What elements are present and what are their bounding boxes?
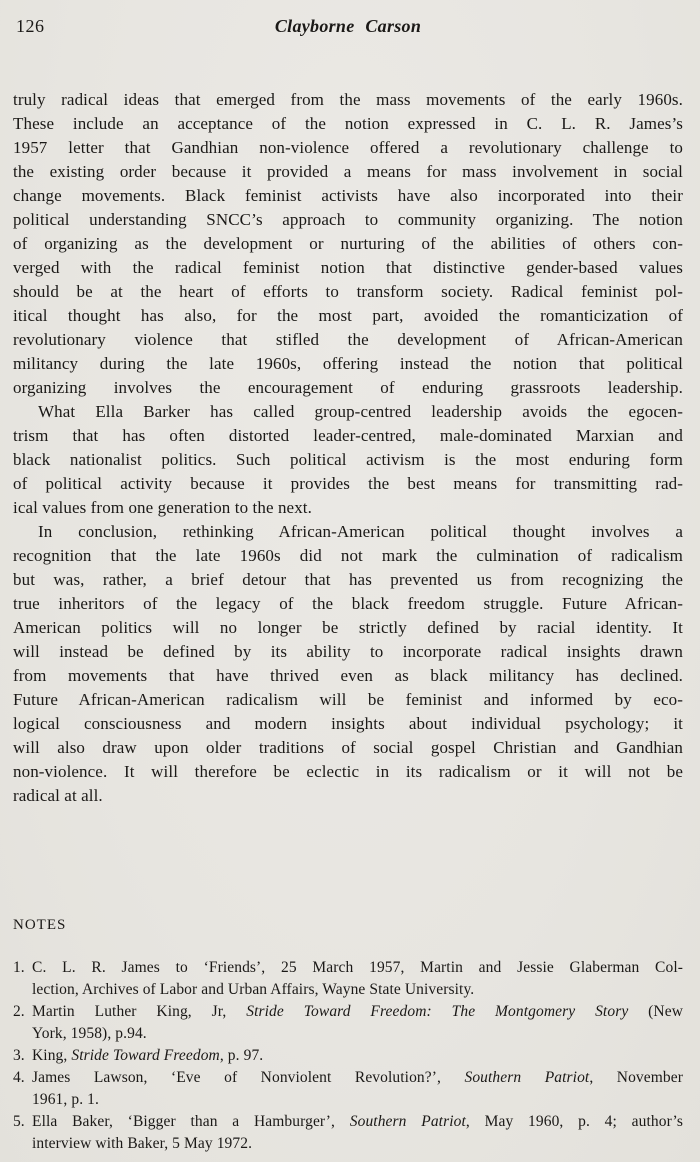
body-line: militancy during the late 1960s, offering instead the notion that political — [13, 354, 683, 373]
body-line: These include an acceptance of the notion expressed in C. L. R. James’s — [13, 114, 683, 133]
body-line: revolutionary violence that stifled the development of African-American — [13, 330, 683, 349]
body-line: verged with the radical feminist notion that distinctive gender-based values — [13, 258, 683, 277]
page-number: 126 — [16, 16, 45, 36]
citation-title: Southern Patriot — [464, 1069, 590, 1086]
note-item — [13, 957, 683, 1001]
body-paragraph — [13, 88, 683, 400]
body-line: should be at the heart of efforts to transform society. Radical feminist pol- — [13, 282, 683, 301]
note-text: James Lawson, ‘Eve of Nonviolent Revolution?’, — [32, 1069, 465, 1086]
note-text: 1961, p. 1. — [32, 1091, 99, 1108]
body-line: will instead be defined by its ability to incorporate radical insights drawn — [13, 642, 683, 661]
note-item — [13, 1045, 683, 1067]
body-line: but was, rather, a brief detour that has prevented us from recognizing the — [13, 570, 683, 589]
note-number: 1. — [13, 959, 25, 976]
note-line — [32, 979, 683, 1001]
note-text: Ella Baker, ‘Bigger than a Hamburger’, — [32, 1113, 350, 1130]
note-text: C. L. R. James to ‘Friends’, 25 March 1957, Martin and Jessie Glaberman Col- — [32, 959, 683, 976]
notes-heading: NOTES — [13, 917, 67, 933]
body-paragraph — [13, 520, 683, 808]
body-line: radical at all. — [13, 786, 103, 805]
body-line: non-violence. It will therefore be eclectic in its radicalism or it will not be — [13, 762, 683, 781]
note-line — [32, 1023, 683, 1045]
body-line: recognition that the late 1960s did not mark the culmination of radicalism — [13, 546, 683, 565]
note-number: 5. — [13, 1113, 25, 1130]
body-line: In conclusion, rethinking African-American political thought involves a — [38, 522, 683, 541]
note-text: interview with Baker, 5 May 1972. — [32, 1135, 253, 1152]
note-text: , May 1960, p. 4; author’s — [465, 1113, 683, 1130]
note-number: 3. — [13, 1047, 25, 1064]
citation-title: Southern Patriot — [349, 1113, 466, 1130]
body-line: of organizing as the development or nurturing of the abilities of others con- — [13, 234, 683, 253]
note-line — [32, 1133, 683, 1155]
body-paragraph — [13, 400, 683, 520]
notes-list — [13, 957, 683, 1155]
citation-title: Stride Toward Freedom — [71, 1047, 220, 1064]
note-text: King, — [32, 1047, 72, 1064]
running-head: Clayborne Carson — [274, 16, 422, 36]
body-line: itical thought has also, for the most part, avoided the romanticization of — [13, 306, 683, 325]
body-line: political understanding SNCC’s approach to community organizing. The notion — [13, 210, 683, 229]
note-line — [32, 957, 683, 979]
body-line: the existing order because it provided a means for mass involvement in social — [13, 162, 683, 181]
note-item — [13, 1067, 683, 1111]
note-number: 4. — [13, 1069, 25, 1086]
note-text: , p. 97. — [219, 1047, 264, 1064]
notes-section — [13, 915, 683, 1155]
note-text: lection, Archives of Labor and Urban Affairs, Wayne State University. — [32, 981, 475, 998]
note-text: , November — [589, 1069, 683, 1086]
body-line: logical consciousness and modern insights about individual psychology; it — [13, 714, 683, 733]
note-text: York, 1958), p.94. — [32, 1025, 147, 1042]
note-item — [13, 1111, 683, 1155]
body-line: of political activity because it provides the best means for transmitting rad- — [13, 474, 683, 493]
note-item — [13, 1001, 683, 1045]
note-text: Martin Luther King, Jr, — [32, 1003, 247, 1020]
body-line: Future African-American radicalism will be feminist and informed by eco- — [13, 690, 683, 709]
body-line: ical values from one generation to the next. — [13, 498, 312, 517]
body-line: will also draw upon older traditions of social gospel Christian and Gandhian — [13, 738, 683, 757]
note-line — [32, 1111, 683, 1133]
note-text: (New — [628, 1003, 683, 1020]
body-line: from movements that have thrived even as black militancy has declined. — [13, 666, 683, 685]
body-line: American politics will no longer be strictly defined by racial identity. It — [13, 618, 683, 637]
body-line: true inheritors of the legacy of the black freedom struggle. Future African- — [13, 594, 683, 613]
note-line — [32, 1067, 683, 1089]
body-line: organizing involves the encouragement of enduring grassroots leadership. — [13, 378, 683, 397]
body-text — [13, 88, 683, 808]
note-line — [32, 1001, 683, 1023]
body-line: change movements. Black feminist activists have also incorporated into their — [13, 186, 683, 205]
body-line: trism that has often distorted leader-centred, male-dominated Marxian and — [13, 426, 683, 445]
body-line: What Ella Barker has called group-centred leadership avoids the egocen- — [38, 402, 683, 421]
note-line — [32, 1089, 683, 1111]
note-line — [32, 1045, 683, 1067]
note-number: 2. — [13, 1003, 25, 1020]
body-line: truly radical ideas that emerged from the mass movements of the early 1960s. — [13, 90, 683, 109]
citation-title: Stride Toward Freedom: The Montgomery Story — [246, 1003, 629, 1020]
body-line: 1957 letter that Gandhian non-violence offered a revolutionary challenge to — [13, 138, 683, 157]
page-header — [13, 14, 683, 38]
body-line: black nationalist politics. Such political activism is the most enduring form — [13, 450, 683, 469]
